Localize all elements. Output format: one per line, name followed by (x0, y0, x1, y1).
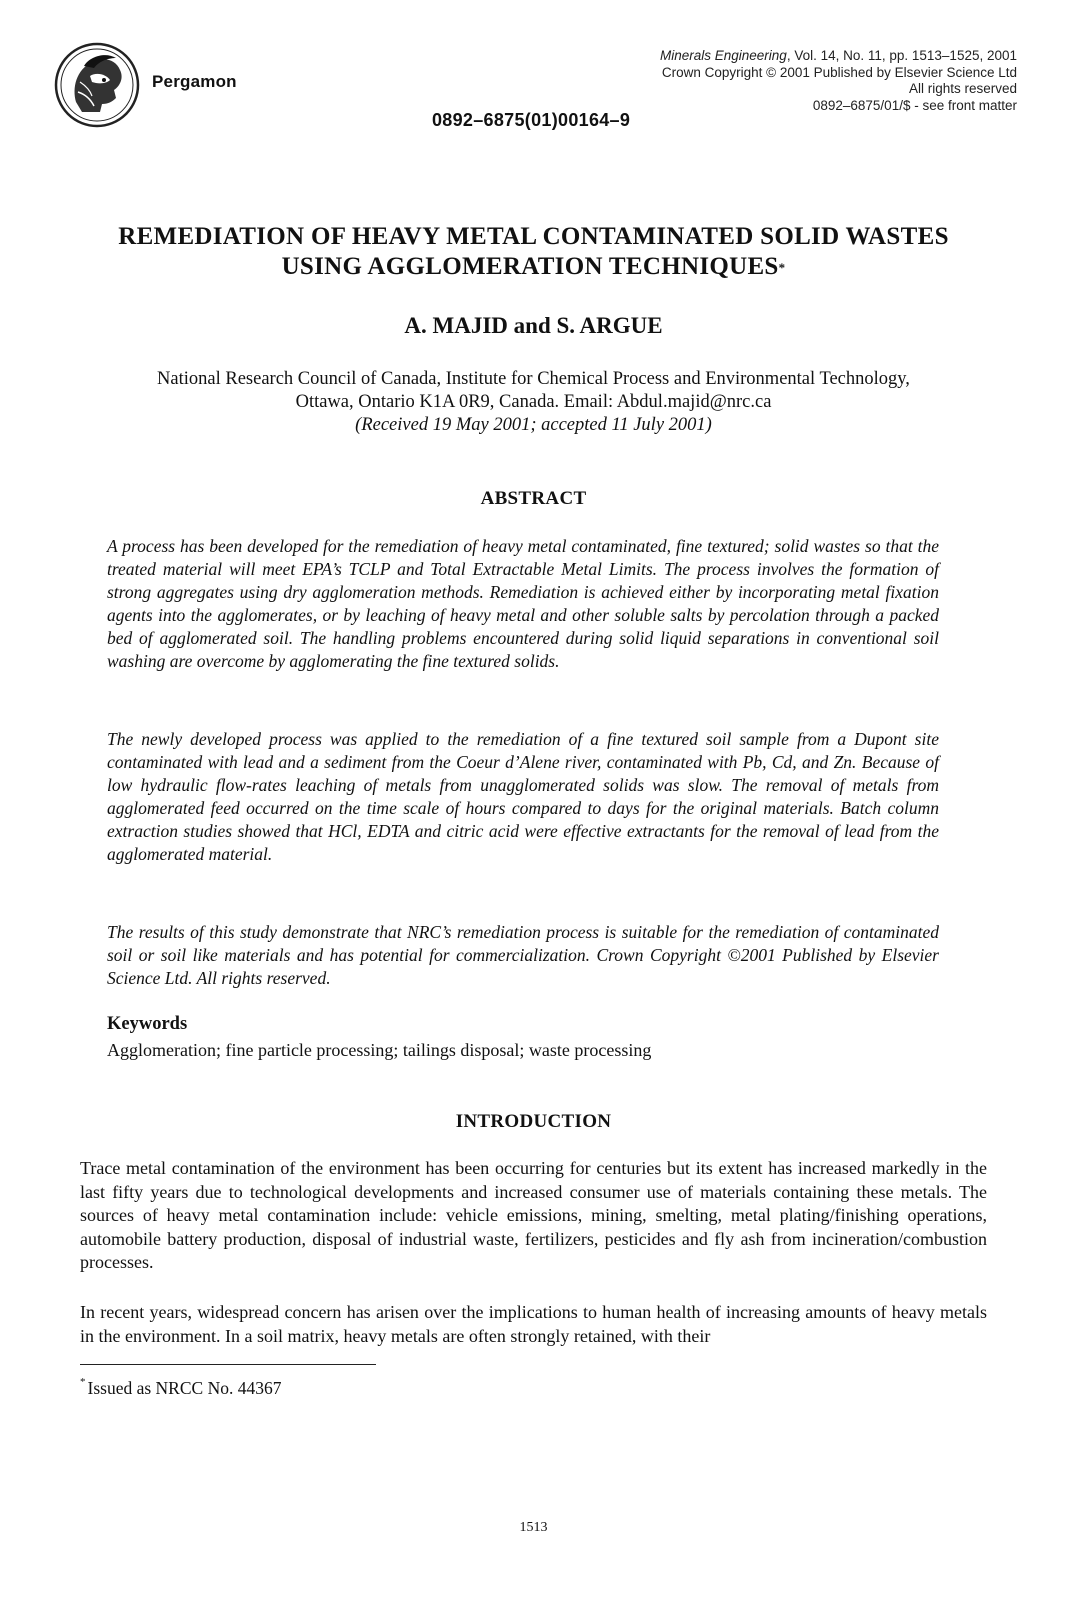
footnote (80, 1378, 281, 1399)
affiliation-line-2: Ottawa, Ontario K1A 0R9, Canada. Email: Abdul.majid@nrc.ca (295, 392, 772, 412)
footnote-divider (80, 1364, 376, 1365)
pergamon-logo-icon (54, 42, 140, 128)
footnote-mark: * (80, 1376, 86, 1389)
journal-title: Minerals Engineering (659, 48, 787, 63)
journal-volume-pages: , Vol. 14, No. 11, pp. 1513–1525, 2001 (786, 48, 1017, 63)
footnote-text: Issued as NRCC No. 44367 (87, 1378, 282, 1398)
page-number: 1513 (519, 1520, 548, 1535)
title-footnote-mark: * (778, 260, 786, 275)
keywords-list: Agglomeration; fine particle processing; tailings disposal; waste processing (107, 1040, 652, 1060)
body-paragraph: In recent years, widespread concern has arisen over the implications to human health of increasing amounts of heavy metals in the environment. In a soil matrix, heavy metals are often strongly retained, with their (80, 1302, 987, 1346)
journal-citation (587, 48, 1017, 114)
abstract-heading: ABSTRACT (480, 488, 587, 509)
document-identifier: 0892–6875(01)00164–9 (432, 110, 631, 130)
keywords-heading: Keywords (107, 1014, 188, 1034)
journal-line (587, 48, 1017, 65)
price-line: 0892–6875/01/$ - see front matter (812, 97, 1017, 113)
received-dates: (Received 19 May 2001; accepted 11 July 2001) (355, 415, 712, 435)
introduction-heading: INTRODUCTION (455, 1111, 612, 1132)
copyright-line: Crown Copyright © 2001 Published by Elsevier Science Ltd (661, 64, 1017, 80)
title-line-1: REMEDIATION OF HEAVY METAL CONTAMINATED SOLID WASTES (118, 223, 949, 250)
authors: A. MAJID and S. ARGUE (404, 313, 663, 338)
affiliation (80, 368, 987, 437)
publisher-name: Pergamon (152, 72, 237, 91)
article-title (80, 222, 987, 282)
abstract-paragraph: The results of this study demonstrate that NRC’s remediation process is suitable for the remediation of contaminated soil or soil like materials and has potential for commercialization. Crown Copyright ©2001 Published by Elsevier Science Ltd. All rights reserved. (107, 922, 939, 988)
abstract-paragraph: The newly developed process was applied to the remediation of a fine textured soil sample from a Dupont site contaminated with lead and a sediment from the Coeur d’Alene river, contaminated with Pb, Cd, and Zn. Because of low hydraulic flow-rates leaching of metals from unagglomerated solids was slow. The removal of metals from agglomerated feed occurred on the time scale of hours compared to days for the original materials. Batch column extraction studies showed that HCl, EDTA and citric acid were effective extractants for the removal of lead from the agglomerated material. (107, 729, 939, 864)
body-paragraph: Trace metal contamination of the environment has been occurring for centuries but its extent has increased markedly in the last fifty years due to technological developments and increased consumer use of materials containing these metals. The sources of heavy metal contamination include: vehicle emissions, mining, smelting, metal plating/finishing operations, automobile battery production, disposal of industrial waste, fertilizers, pesticides and fly ash from incineration/combustion processes. (80, 1158, 987, 1272)
affiliation-line-1: National Research Council of Canada, Institute for Chemical Process and Environmental Technology, (157, 369, 910, 389)
title-line-2: USING AGGLOMERATION TECHNIQUES* (281, 253, 786, 280)
abstract-paragraph: A process has been developed for the remediation of heavy metal contaminated, fine textured; solid wastes so that the treated material will meet EPA’s TCLP and Total Extractable Metal Limits. The process involves the formation of strong aggregates using dry agglomeration methods. Remediation is achieved either by incorporating metal fixation agents into the agglomerates, or by leaching of heavy metal and other soluble salts by percolation through a packed bed of agglomerated soil. The handling problems encountered during solid liquid separations in conventional soil washing are overcome by agglomerating the fine textured solids. (107, 536, 939, 671)
rights-line: All rights reserved (908, 81, 1017, 96)
